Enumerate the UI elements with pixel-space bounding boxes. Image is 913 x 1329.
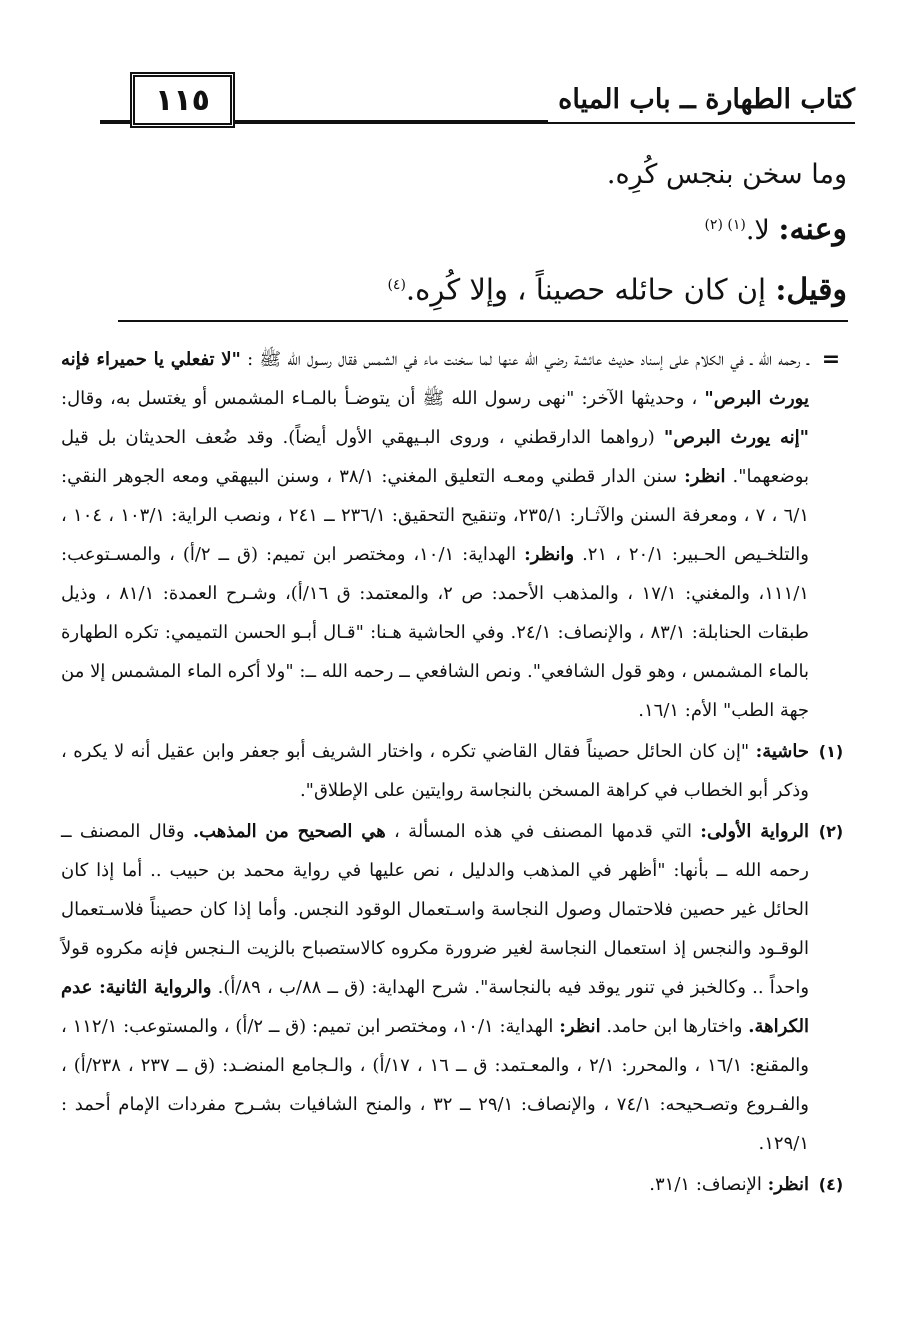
main-line-3 [107, 256, 847, 320]
footnote-text: ، وحديثها الآخر: "نهى رسول الله ﷺ أن يتوضـأ بالمـاء المشمس أو يغتسل به، وقال: [61, 388, 705, 409]
main-text [107, 150, 847, 320]
footnote-4-marker: (٤) [818, 1175, 844, 1194]
footnote-text: الهداية: ١٠/١، ومختصر ابن تميم: (ق ــ ٢/أ) ، والمستوعب: ١١٢/١ ، والمقنع: ١٦/١ ، والمحرر: ٢/١ ، والمعـتمد: ق ــ ١٦ ، ١٧/أ) ، والـجامع المنضـد: (ق ــ ٢٣٧ ، ٢٣٨/أ) ، والفـروع وتصـحيحه: ٧٤/١ ، والإنصاف: ٢٩/١ ــ ٣٢ ، والمنح الشافيات بشـرح مفردات الإمام أحمد : ١٢٩/١. [61, 1016, 810, 1154]
page-number: ١١٥ [130, 72, 235, 128]
footnote-2-body [61, 812, 809, 1163]
main-line-2-lead: وعنه: [778, 212, 847, 247]
main-line-3-lead: وقيل: [775, 272, 847, 308]
footnote-text: وقال المصنف ــ رحمه الله ــ بأنها: "أظهر في المذهب والدليل ، نص عليها في رواية محمد بن حبيب .. أما إذا كان الحائل غير حصين فلاحتمال وصول النجاسة واسـتعمال الوقود النجس. وأما إذا كان حصيناً فلاسـتعمال الوقـود والنجس إذ استعمال النجاسة لغير ضرورة مكروه كالاستصباح بالزيت الـنجس فإنه مكروه قولاً واحداً .. وكالخبز في تنور يوقد فيه بالنجاسة". شرح الهداية: (ق ــ ٨٨/ب ، ٨٩/أ). [61, 821, 810, 998]
footnote-continuation [61, 340, 853, 730]
see-label: انظر: [684, 466, 726, 487]
hadith-quote: "إنه يورث البرص" [663, 427, 810, 448]
see-label: انظر: [559, 1016, 601, 1037]
bold-text: هي الصحيح من المذهب. [192, 821, 386, 842]
footnote-4-lead: انظر: [767, 1174, 809, 1195]
main-line-1: وما سخن بنجس كُرِه. [606, 159, 847, 190]
footnote-1-marker: (١) [818, 742, 844, 761]
main-line-2-text: لا. [745, 215, 779, 246]
footnote-1-lead: حاشية: [755, 741, 809, 762]
footnote-text: سنن الدار قطني ومعـه التعليق المغني: ٣٨/١ ، وسنن البيهقي ومعه الجوهر النقي: ٦/١ ، ٧ ، ومعرفة السنن والآثـار: ٢٣٥/١، وتنقيح التحقيق: ٢٣٦/١ ــ ٢٤١ ، ونصب الراية: ١٠٣/١ ، ١٠٤ ، والتلخـيص الحـبير: ٢٠/١ ، ٢١. [61, 466, 809, 565]
footnote-text: ـ رحمه الله ـ في الكلام على إسناد حديث عائشة رضي الله عنها لما سخنت ماء في الشمس فقال رسـول الله ﷺ : [240, 349, 809, 370]
main-line-2-footnote-refs: (١) (٢) [704, 217, 746, 233]
footnote-2-marker: (٢) [818, 822, 844, 841]
footnote-text: الهداية: ١٠/١، ومختصر ابن تميم: (ق ــ ٢/أ) ، والمسـتوعب: ١١١/١، والمغني: ١٧/١ ، والمذهب الأحمد: ص ٢، والمعتمد: ق ١٦/أ)، وشـرح العمدة: ٨١/١ ، وذيل طبقات الحنابلة: ٨٣/١ ، والإنصاف: ٢٤/١. وفي الحاشية هـنا: "قـال أبـو الحسن التميمي: تكره الطهارة بالماء المشمس ، وهو قول الشافعي". ونص الشافعي ــ رحمه الله ــ: "ولا أكره الماء المشمس إلا من جهة الطب" الأم: ١٦/١. [61, 544, 809, 721]
footnote-2-lead: الرواية الأولى: [700, 821, 809, 842]
footnote-4-text: الإنصاف: ٣١/١. [649, 1174, 768, 1195]
bold-text: والرواية الثانية: عدم الكراهة. [61, 977, 809, 1037]
footnote-4 [61, 1165, 853, 1204]
main-line-3-text: إن كان حائله حصيناً ، وإلا كُرِه. [405, 272, 776, 307]
footnote-1 [61, 732, 853, 810]
footnote-continuation-marker: = [821, 347, 841, 372]
main-line-3-footnote-ref: (٤) [387, 277, 406, 293]
hadith-quote: "لا تفعلي يا حميراء فإنه يورث البرص" [61, 349, 809, 409]
footnote-divider [118, 320, 848, 322]
page-header [100, 70, 855, 130]
chapter-title: كتاب الطهارة ــ باب المياه [548, 78, 855, 122]
main-line-2 [107, 200, 847, 256]
footnote-1-body [61, 732, 809, 810]
footnote-text: (رواهما الدارقطني ، وروى البـيهقي الأول أيضاً). وقد ضُعف الحديثان بل قيل بوضعهما". [61, 427, 810, 487]
footnote-text: واختارها ابن حامد. [600, 1016, 749, 1037]
footnotes [61, 340, 853, 1206]
footnote-1-text: "إن كان الحائل حصيناً فقال القاضي تكره ، واختار الشريف أبو جعفر وابن عقيل أنه لا يكره ، وذكر أبو الخطاب في كراهة المسخن بالنجاسة روايتين على الإطلاق". [61, 741, 809, 801]
footnote-4-body [61, 1165, 809, 1204]
see-label: وانظر: [524, 544, 575, 565]
footnote-continuation-body [61, 340, 809, 730]
footnote-text: التي قدمها المصنف في هذه المسألة ، [385, 821, 701, 842]
footnote-2 [61, 812, 853, 1163]
